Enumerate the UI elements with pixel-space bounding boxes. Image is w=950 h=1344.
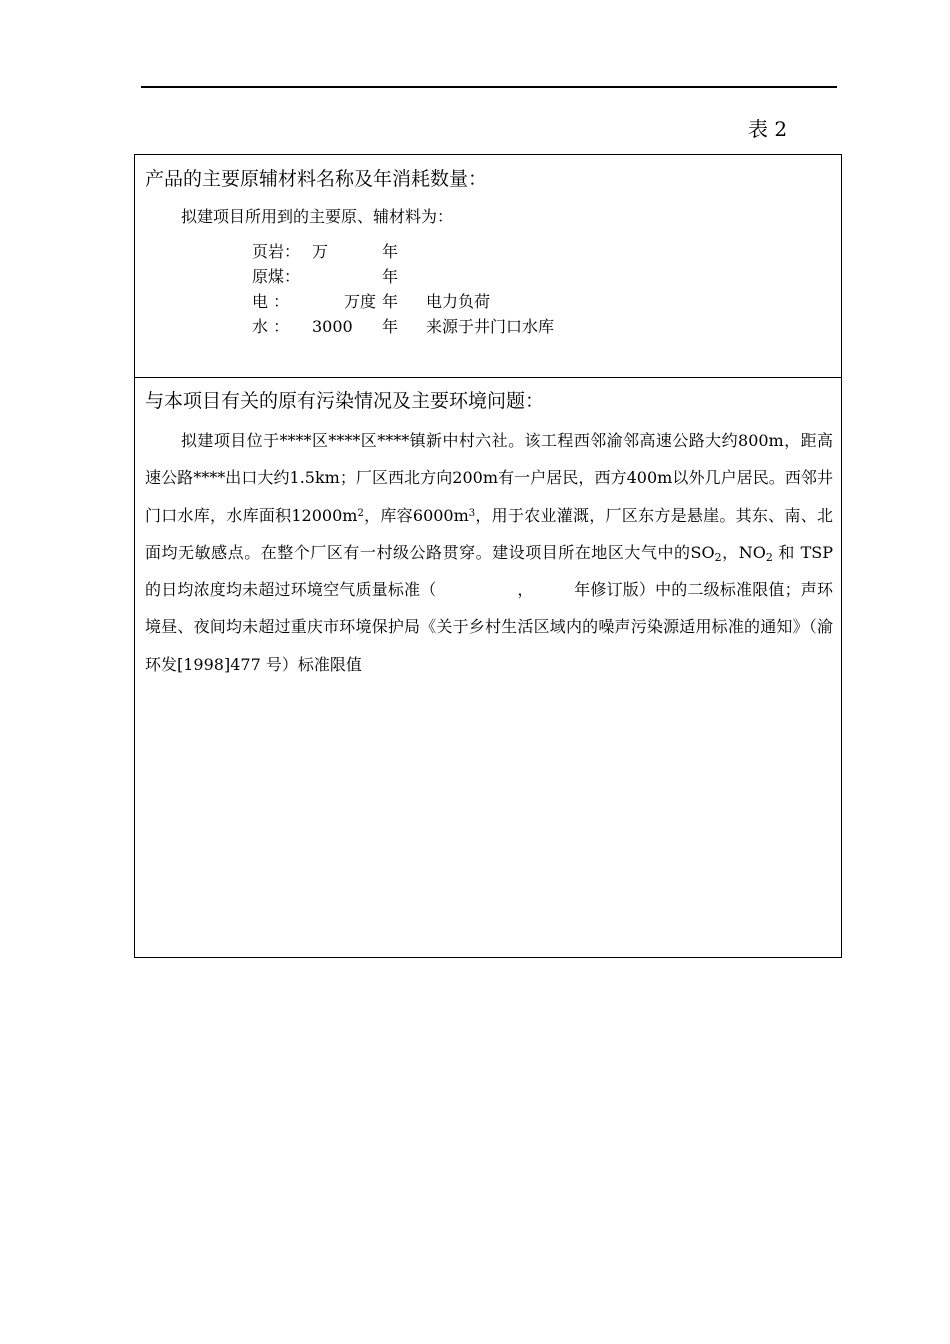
- material-amount: 3000: [312, 317, 353, 336]
- pollution-paragraph: [145, 422, 833, 683]
- superscript-2: 2: [357, 507, 364, 519]
- materials-section: [134, 154, 842, 378]
- material-amount: 万度: [343, 292, 376, 311]
- material-note: 来源于井门口水库: [426, 317, 555, 336]
- material-name: 原煤：: [252, 267, 301, 286]
- material-row-coal: [252, 264, 554, 289]
- material-note: 电力负荷: [426, 292, 491, 311]
- materials-intro: 拟建项目所用到的主要原、辅材料为：: [181, 207, 454, 226]
- material-unit: 年: [382, 292, 399, 311]
- paragraph-text: 和 TSP 的日均浓度均未超过环境空气质量标准（ ， 年修订版）中的二级标准限值；声环境昼、夜间均未超过重庆市环境保护局《关于乡村生活区域内的噪声污染源适用标准的通知》（渝环发[1998]477 号）标准限值: [145, 542, 833, 674]
- material-amount: [312, 264, 382, 289]
- subscript-so2: 2: [714, 550, 722, 564]
- material-name: 水 ：: [252, 317, 290, 336]
- material-name: 电 ：: [252, 292, 290, 311]
- header-rule: [141, 86, 837, 88]
- table-label: 表 2: [748, 117, 788, 141]
- materials-heading: 产品的主要原辅材料名称及年消耗数量：: [145, 168, 488, 190]
- pollution-heading: 与本项目有关的原有污染情况及主要环境问题：: [145, 390, 545, 412]
- material-unit: 年: [382, 317, 399, 336]
- paragraph-text: ，用于农业灌溉，厂区东方是悬崖。其东、南、北面均无敏感点。在整个厂区有一村级公路贯穿。建设项目所在地区大气中的SO: [145, 505, 833, 562]
- material-row-water: [252, 314, 554, 339]
- pollution-section: [134, 377, 842, 958]
- materials-list: [252, 239, 554, 339]
- superscript-3: 3: [468, 507, 476, 519]
- material-unit: 年: [382, 267, 399, 286]
- paragraph-text: 拟建项目位于****区****区****镇新中村六社。该工程西邻渝邻高速公路大约800m，距高速公路****出口大约1.5km；厂区西北方向200m有一户居民，西方400m以外几户居民。西邻井门口水库，水库面积12000m: [145, 431, 833, 525]
- material-row-shale: [252, 239, 554, 264]
- paragraph-text: ，库容6000m: [363, 505, 469, 525]
- material-amount: 万: [312, 242, 329, 261]
- material-unit: 年: [382, 242, 399, 261]
- material-name: 页岩：: [252, 242, 301, 261]
- subscript-no2: 2: [765, 550, 773, 564]
- material-row-electricity: [252, 289, 554, 314]
- paragraph-text: ，NO: [721, 542, 766, 562]
